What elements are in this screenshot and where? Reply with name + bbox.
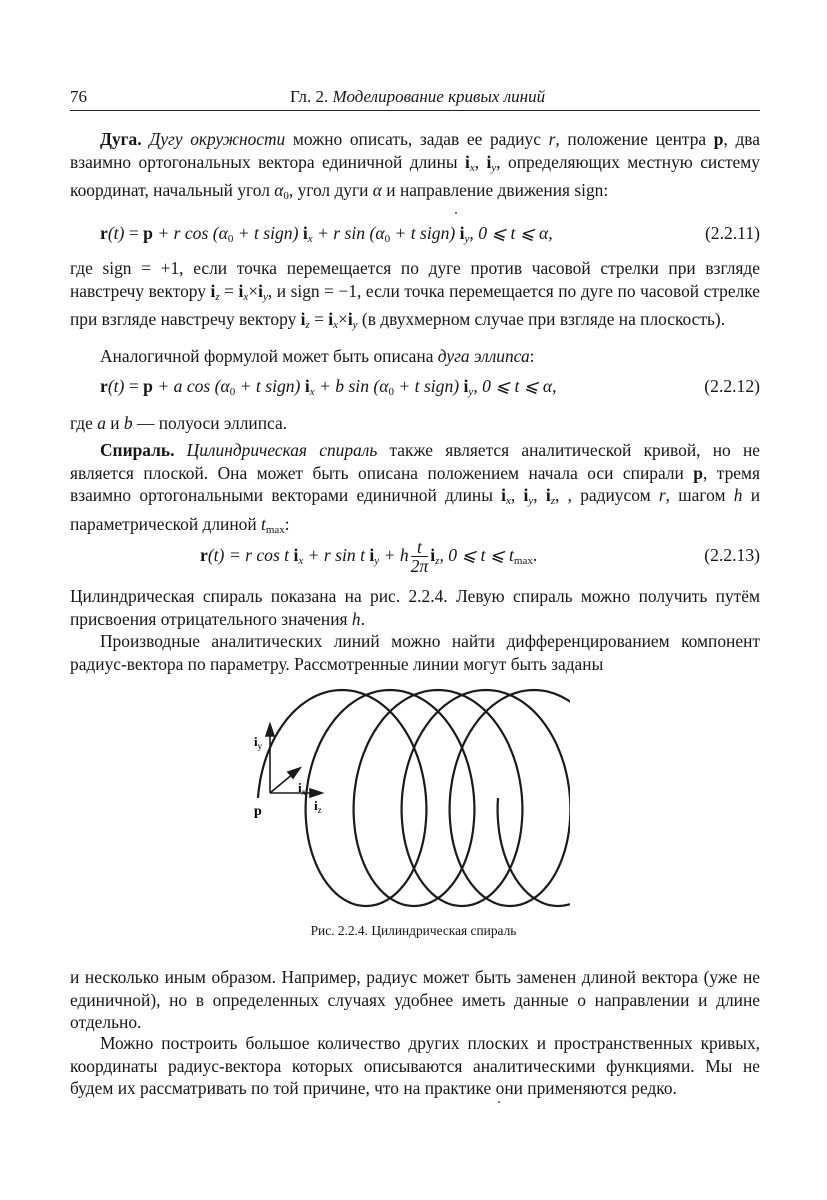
arrow-iy (266, 724, 274, 736)
last-paragraph (70, 1032, 760, 1100)
f-part: + t sign) (233, 223, 303, 243)
f-part: + r sin t (303, 545, 370, 565)
spiral-figure-paragraph (70, 585, 760, 630)
spiral-term: Спираль. (100, 440, 175, 460)
ellipse-term: дуга эллипса (437, 346, 530, 366)
equation-number: (2.2.11) (704, 223, 760, 243)
f-part: + t sign) (390, 223, 460, 243)
f-range: , 0 ⩽ t ⩽ α, (473, 376, 557, 396)
sign-paragraph: где sign = +1, если точка перемещается по дуге против часовой стрелки при взгляде навстречу вектору $i_z = i_x\times i_y$, и sign = −1, если точка перемещается по дуге по часовой стрелке при взгляде навстречу вектору $i_z = i_x\times i_y$ (в двухмерном случае при взгляде на плоскость). (70, 258, 760, 332)
arc-text: , положение центра (555, 129, 714, 149)
sym-alpha: α (372, 180, 382, 201)
txt: — полуоси эллипса. (132, 413, 288, 433)
sign-text: , и sign = −1, если точка перемещается по дуге по часовой стрелке при взгляде навстречу вектору (70, 280, 760, 330)
frac-num: t (411, 538, 429, 557)
f-part: + t sign) (393, 376, 464, 396)
sym-r: r (658, 485, 666, 506)
arc-term-italic: Дугу окружности (149, 129, 286, 149)
figure-caption: Рис. 2.2.4. Цилиндрическая спираль (310, 923, 517, 938)
ellipse-intro-text: Аналогичной формулой может быть описана (100, 346, 438, 366)
arc-text: , два взаимно ортогональных вектора единичной длины (70, 129, 761, 172)
f-arg: (t) (107, 376, 125, 396)
f-lhs: r (200, 545, 208, 565)
ellipse-axes (70, 412, 760, 435)
sym-b: b (123, 413, 133, 433)
after-figure-paragraph (70, 966, 760, 1034)
f-part: + r sin (α (312, 223, 385, 243)
txt: , шагом (665, 485, 734, 506)
formula-body: r(t) = r cos t $i_x + r$ sin t $i_y + h$ $\frac{t}{2\pi}$ $i_z$, 0 ⩽ t ⩽ $t_{max}$. (200, 537, 538, 577)
f-range: , 0 ⩽ t ⩽ α, (469, 223, 553, 243)
sym-t: t (261, 513, 266, 534)
arc-term: Дуга. (100, 129, 142, 149)
equation-number: (2.2.12) (704, 376, 760, 396)
f-arg: (t) (207, 545, 225, 565)
f-part: + a cos (α (152, 376, 230, 396)
f-arg: (t) (107, 223, 125, 243)
txt: Можно построить большое количество других плоских и пространственных кривых, координаты радиус-вектора которых описываются аналитическими функциями. Мы не будем их рассматривать по той причине, что на практике они применяются редко. (70, 1033, 760, 1099)
spiral-figure (230, 680, 570, 915)
txt: где (70, 413, 98, 433)
running-title (290, 87, 545, 107)
chapter-number: Гл. 2. (290, 87, 329, 106)
sub: max (265, 523, 285, 536)
punct: . (532, 545, 538, 565)
sym-alpha0: α (274, 180, 284, 201)
f-lhs: r (100, 376, 108, 396)
arc-text: , определяющих местную систему координат, начальный угол (70, 151, 760, 201)
label-ix: $i_x$ (298, 780, 307, 797)
frac-den: 2π (410, 556, 429, 577)
sub: 0 (283, 190, 289, 203)
txt: и (105, 413, 124, 433)
formula-body: r(t) = p + a $\cos (\alpha_0 + t$ sign) $i_x + b$ $\sin (\alpha_0 + t$ sign) $i_y$, 0 ⩽ t ⩽ α, (100, 376, 557, 398)
f-part: = r cos t (224, 545, 294, 565)
txt: также является аналитической кривой, но не является плоской. Она может быть описана положением начала оси спирали (70, 440, 760, 483)
fraction (411, 538, 429, 575)
txt: и несколько иным образом. Например, радиус может быть заменен длиной вектора (уже не единичной), но в определенных случаях удобнее иметь данные о направлении и длине отдельно. (70, 967, 760, 1033)
chapter-title: Моделирование кривых линий (332, 87, 546, 106)
spiral-paragraph: Спираль. Цилиндрическая спираль также является аналитической кривой, но не является плоской. Она может быть описана положением начала оси спирали p, тремя взаимно ортогональными векторами единичной длины $i_x$, $i_y$, $i_z$, , радиусом r, шагом h и параметрической длиной $t_{max}$: (70, 440, 761, 536)
sym-iy: i (486, 151, 492, 172)
spiral-curve (258, 690, 570, 906)
spiral-drawing (230, 680, 570, 915)
formula-body: r(t) = p + r $\cos (\alpha_0 + t$ sign) $i_x + r$ $\sin (\alpha_0 + t$ sign) $i_y$, 0 ⩽ t ⩽ α, (100, 223, 553, 245)
f-p: p (143, 376, 153, 396)
txt: Производные аналитических линий можно найти дифференцированием компонент радиус-вектора по параметру. Рассмотренные линии могут быть заданы (70, 631, 760, 674)
label-iy: $i_y$ (254, 734, 263, 751)
sign-text: где sign = +1, если точка перемещается по дуге против часовой стрелки при взгляде навстречу вектору (70, 258, 760, 301)
f-part: + r cos (α (152, 223, 228, 243)
sub: max (513, 555, 533, 567)
label-iz: $i_z$ (314, 798, 322, 815)
txt: , тремя взаимно ортогональными векторами единичной длины (70, 462, 760, 506)
sym-p: p (713, 129, 724, 149)
sub: y (491, 161, 497, 174)
f-lhs: r (100, 223, 108, 243)
punct: . (360, 608, 365, 629)
f-part: + b sin (α (314, 376, 389, 396)
f-p: p (143, 223, 153, 243)
sign-text: (в двухмерном случае при взгляде на плоскость). (357, 309, 726, 330)
formula-2-2-11 (70, 218, 760, 248)
arc-text: можно описать, задав ее радиус (285, 129, 549, 149)
arc-text: , угол дуги (288, 180, 373, 201)
f-part: + h (379, 545, 409, 565)
sym-ix: i (465, 151, 470, 172)
txt: , радиусом (567, 485, 659, 506)
sym-h: h (351, 608, 361, 629)
helix-path (258, 690, 570, 906)
page-number: 76 (70, 87, 87, 106)
sym-h: h (733, 485, 743, 506)
formula-2-2-13 (70, 535, 760, 575)
arc-paragraph: Дуга. Дугу окружности можно описать, задав ее радиус r, положение центра p, два взаимно ортогональных вектора единичной длины $i_x$, $i_y$, определяющих местную систему координат, начальный угол $\alpha_0$, угол дуги α и направление движения sign: (70, 129, 761, 203)
running-header (70, 86, 760, 111)
spiral-term-italic: Цилиндрическая спираль (186, 440, 378, 460)
punct: : (529, 346, 535, 366)
equation-number: (2.2.13) (704, 545, 760, 565)
label-p: p (254, 804, 262, 819)
sym-r: r (548, 129, 556, 149)
f-eq: = (124, 376, 144, 396)
arc-text: и направление движения sign: (381, 180, 609, 201)
txt: : (284, 513, 290, 534)
scan-speck (498, 1101, 500, 1103)
scan-speck (455, 212, 457, 214)
f-eq: = (124, 223, 144, 243)
derivatives-paragraph (70, 630, 760, 675)
sym-a: a (97, 413, 106, 433)
f-range: , 0 ⩽ t ⩽ t (439, 545, 514, 565)
txt: и параметрической длиной (70, 485, 761, 534)
formula-2-2-12 (70, 371, 760, 401)
ellipse-intro (70, 345, 760, 368)
sub: x (469, 161, 475, 174)
f-part: + t sign) (235, 376, 305, 396)
arrow-iz (310, 789, 322, 797)
txt: Цилиндрическая спираль показана на рис. 2.2.4. Левую спираль можно получить путём присвоения отрицательного значения (70, 586, 760, 629)
